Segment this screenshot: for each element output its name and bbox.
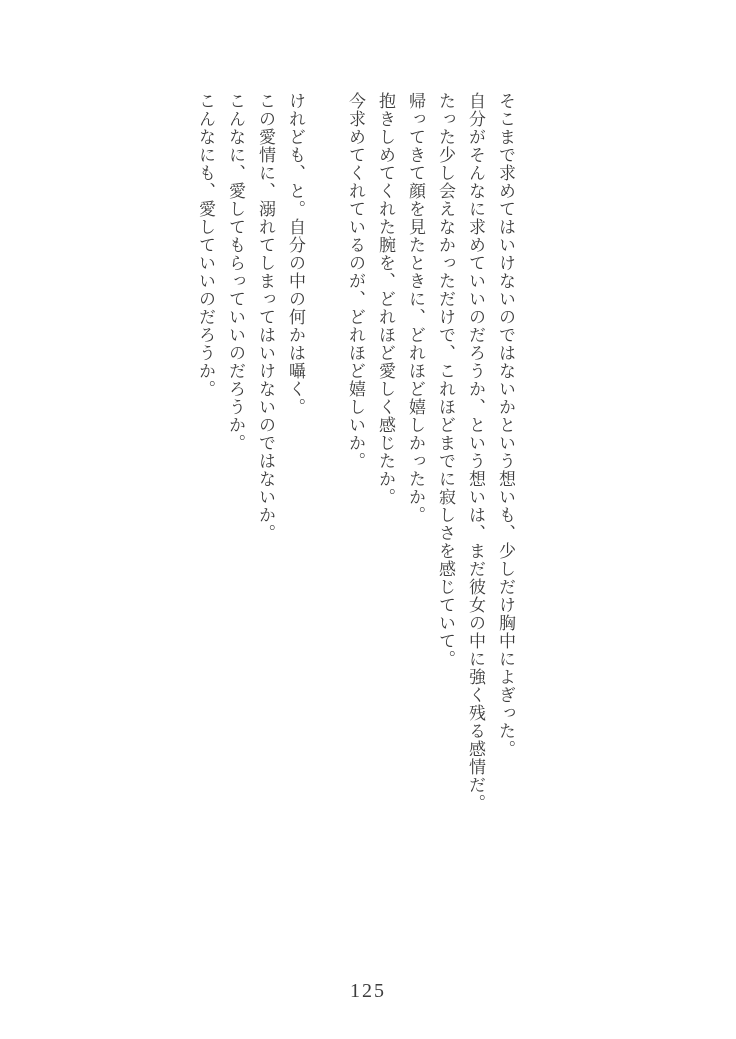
text-column-7: けれども、と。自分の中の何かは囁く。 xyxy=(286,92,305,416)
text-column-10: こんなにも、愛していいのだろうか。 xyxy=(196,92,215,398)
vertical-text-block xyxy=(190,92,520,812)
text-column-5: 抱きしめてくれた腕を、どれほど愛しく感じたか。 xyxy=(376,92,395,506)
text-column-6: 今求めてくれているのが、どれほど嬉しいか。 xyxy=(346,92,365,470)
text-column-4: 帰ってきて顔を見たときに、どれほど嬉しかったか。 xyxy=(406,92,425,524)
text-column-3: たった少し会えなかっただけで、これほどまでに寂しさを感じていて。 xyxy=(436,92,455,668)
text-column-2: 自分がそんなに求めていいのだろうか、という想いは、まだ彼女の中に強く残る感情だ。 xyxy=(466,92,485,812)
text-column-8: この愛情に、溺れてしまってはいけないのではないか。 xyxy=(256,92,275,542)
text-column-9: こんなに、愛してもらっていいのだろうか。 xyxy=(226,92,245,452)
text-column-1: そこまで求めてはいけないのではないかという想いも、少しだけ胸中によぎった。 xyxy=(496,92,515,758)
page-number: 125 xyxy=(350,980,386,1002)
